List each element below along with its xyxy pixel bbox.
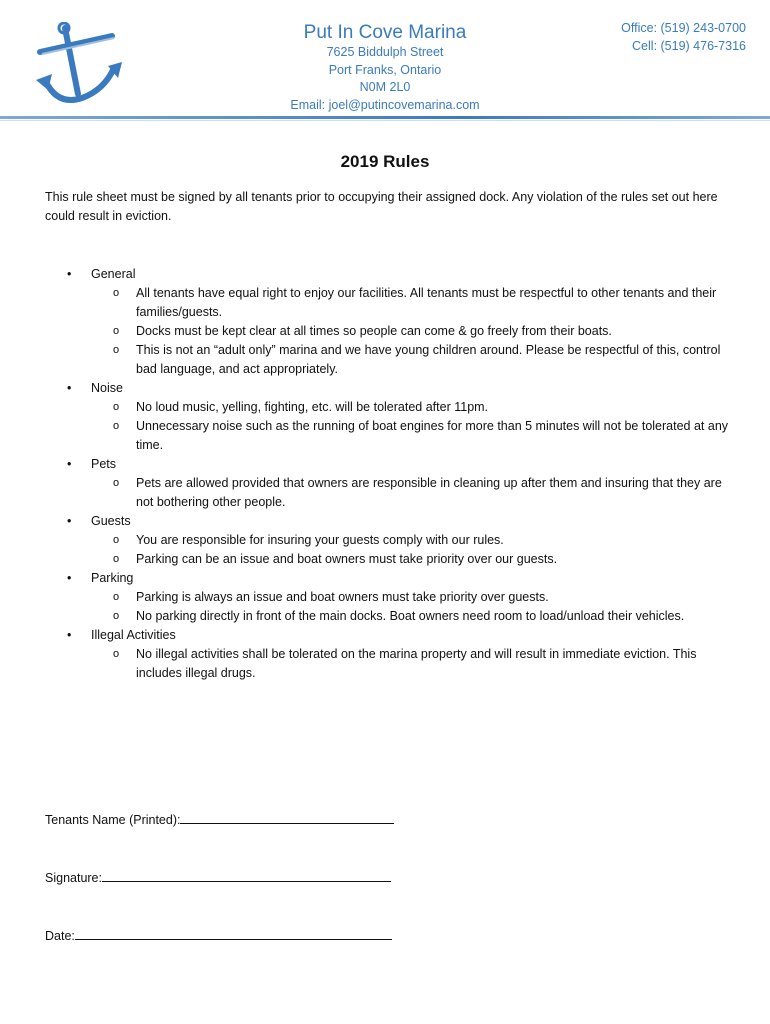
rules-list xyxy=(45,265,735,683)
bullet-icon: • xyxy=(67,571,72,585)
sub-bullet-icon: o xyxy=(113,477,120,489)
sub-bullet-icon: o xyxy=(113,553,120,565)
bullet-icon: • xyxy=(67,381,72,395)
date-label: Date: xyxy=(45,929,75,943)
rule-category-label: Pets xyxy=(91,457,117,471)
page-title: 2019 Rules xyxy=(340,152,430,171)
rule-category-label: Illegal Activities xyxy=(91,628,176,642)
rule-item-text: No parking directly in front of the main docks. Boat owners need room to load/unload their vehicles. xyxy=(136,609,685,623)
header-divider xyxy=(0,116,770,119)
tenant-name-field[interactable] xyxy=(45,810,394,827)
sub-bullet-icon: o xyxy=(113,648,120,660)
cell-phone: Cell: (519) 476-7316 xyxy=(632,38,746,53)
company-name: Put In Cove Marina xyxy=(303,22,467,43)
rule-category xyxy=(45,626,735,645)
intro-paragraph: This rule sheet must be signed by all tenants prior to occupying their assigned dock. Any violation of the rules set out here could result in eviction. xyxy=(45,190,718,223)
bullet-icon: • xyxy=(67,628,72,642)
sub-bullet-icon: o xyxy=(113,591,120,603)
rule-item xyxy=(45,284,735,322)
rule-item-text: Parking can be an issue and boat owners must take priority over our guests. xyxy=(136,552,558,566)
rule-category xyxy=(45,265,735,284)
bullet-icon: • xyxy=(67,267,72,281)
rule-item xyxy=(45,588,735,607)
sub-bullet-icon: o xyxy=(113,344,120,356)
tenant-name-line[interactable] xyxy=(180,810,394,824)
contact-phones xyxy=(621,20,746,55)
tenant-name-label: Tenants Name (Printed): xyxy=(45,813,181,827)
bullet-icon: • xyxy=(67,457,72,471)
rule-item-text: This is not an “adult only” marina and we have young children around. Please be respectful of this, control bad language, and act appropriately. xyxy=(136,343,721,376)
sub-bullet-icon: o xyxy=(113,287,120,299)
rule-category xyxy=(45,512,735,531)
rule-item xyxy=(45,341,735,379)
rule-item-text: Docks must be kept clear at all times so people can come & go freely from their boats. xyxy=(136,324,612,338)
office-phone: Office: (519) 243-0700 xyxy=(621,21,746,35)
postal-code: N0M 2L0 xyxy=(359,80,411,94)
date-line[interactable] xyxy=(75,926,392,940)
rule-category xyxy=(45,379,735,398)
rule-item-text: No illegal activities shall be tolerated on the marina property and will result in immediate eviction. This includes illegal drugs. xyxy=(136,647,697,680)
rule-item xyxy=(45,645,735,683)
rule-item xyxy=(45,474,735,512)
email-address: Email: joel@putincovemarina.com xyxy=(290,97,480,112)
rule-item xyxy=(45,398,735,417)
rule-item xyxy=(45,322,735,341)
sub-bullet-icon: o xyxy=(113,325,120,337)
rule-item xyxy=(45,531,735,550)
rule-category xyxy=(45,455,735,474)
sub-bullet-icon: o xyxy=(113,610,120,622)
sub-bullet-icon: o xyxy=(113,534,120,546)
rule-category-label: Noise xyxy=(91,381,123,395)
rule-item-text: Unnecessary noise such as the running of boat engines for more than 5 minutes will not be tolerated at any time. xyxy=(136,419,729,452)
city-province: Port Franks, Ontario xyxy=(328,62,442,77)
rule-item-text: No loud music, yelling, fighting, etc. will be tolerated after 11pm. xyxy=(136,400,489,414)
sub-bullet-icon: o xyxy=(113,420,120,432)
signature-line[interactable] xyxy=(102,868,391,882)
street-address: 7625 Biddulph Street xyxy=(326,45,444,59)
rule-category xyxy=(45,569,735,588)
rule-item xyxy=(45,607,735,626)
sub-bullet-icon: o xyxy=(113,401,120,413)
header-divider-shadow xyxy=(0,120,770,121)
rule-item xyxy=(45,417,735,455)
rule-item-text: You are responsible for insuring your guests comply with our rules. xyxy=(136,533,504,547)
signature-field[interactable] xyxy=(45,868,391,885)
rule-item xyxy=(45,550,735,569)
bullet-icon: • xyxy=(67,514,72,528)
rule-category-label: General xyxy=(91,267,136,281)
date-field[interactable] xyxy=(45,926,392,943)
rule-item-text: All tenants have equal right to enjoy our facilities. All tenants must be respectful to other tenants and their families/guests. xyxy=(136,286,717,319)
signature-label: Signature: xyxy=(45,871,102,885)
rule-category-label: Guests xyxy=(91,514,131,528)
rule-category-label: Parking xyxy=(91,571,134,585)
rule-item-text: Parking is always an issue and boat owners must take priority over guests. xyxy=(136,590,549,604)
rule-item-text: Pets are allowed provided that owners are responsible in cleaning up after them and insuring that they are not bothering other people. xyxy=(136,476,722,509)
